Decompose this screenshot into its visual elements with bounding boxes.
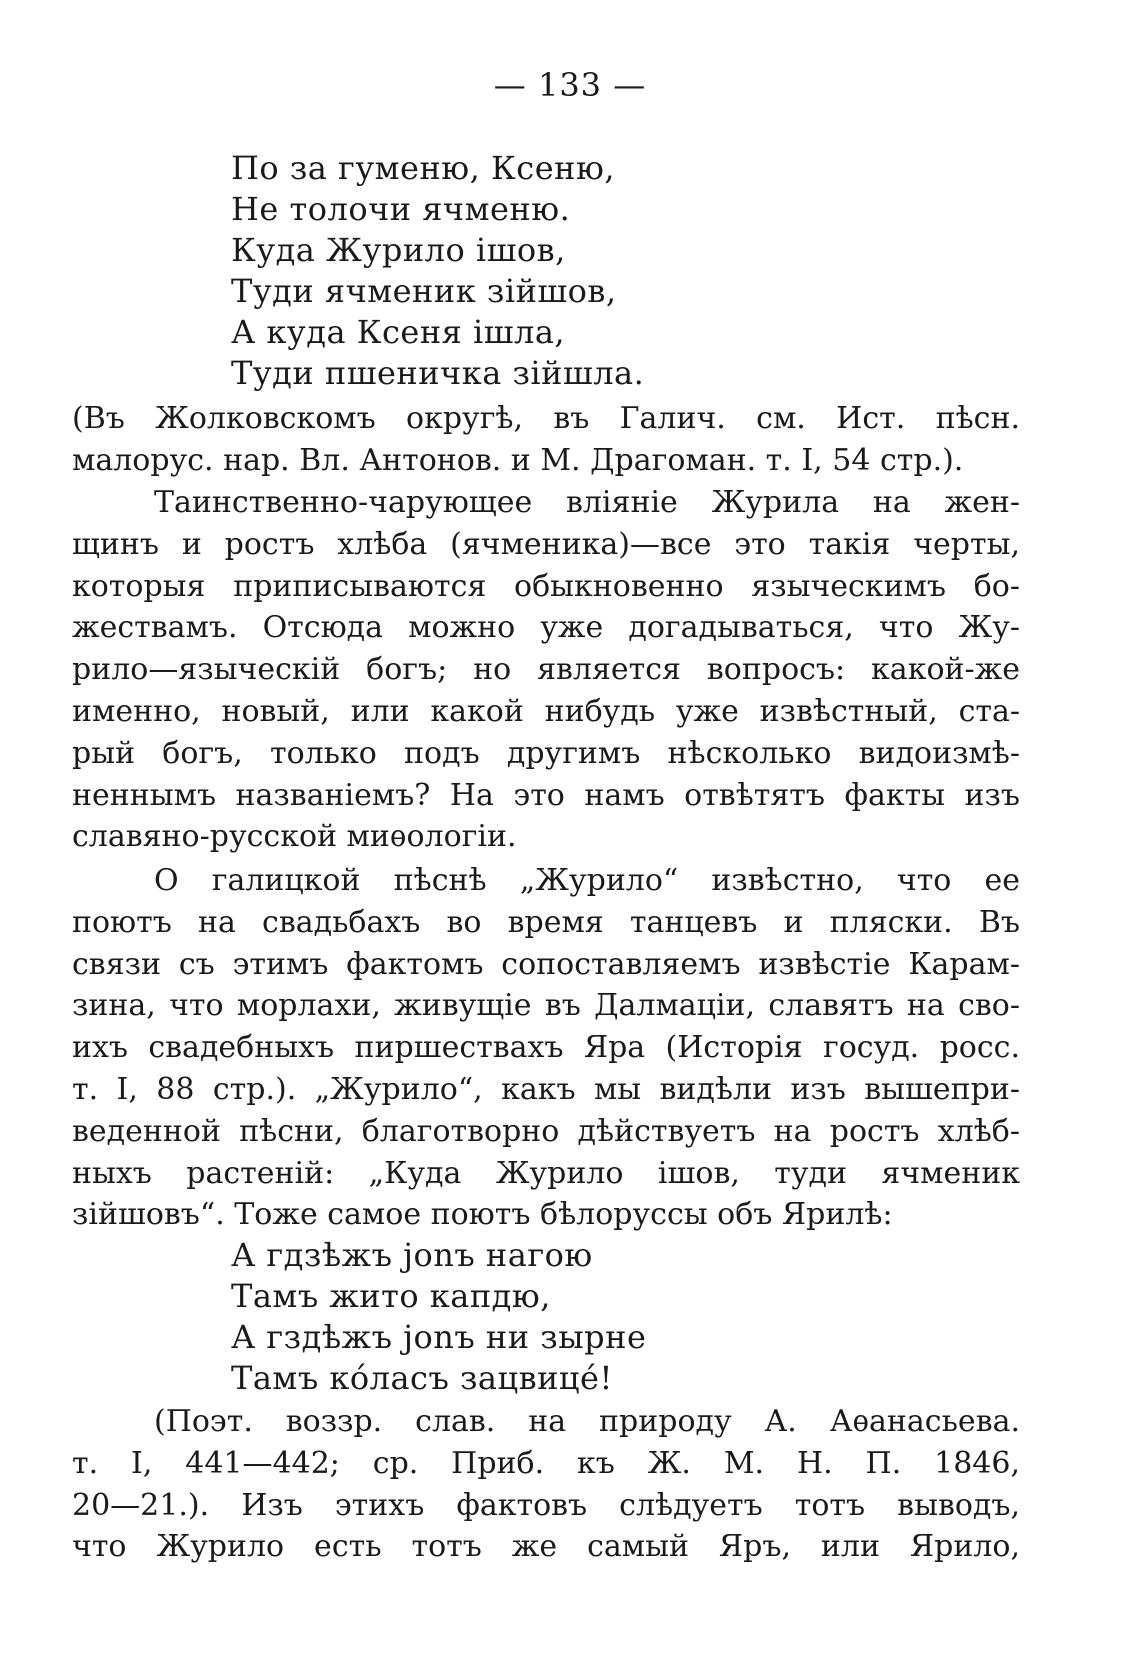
- text-line: связи съ этимъ фактомъ сопоставляемъ извѣстіе Карам-: [72, 946, 1020, 982]
- text-line: веденной пѣсни, благотворно дѣйствуетъ на ростъ хлѣб-: [72, 1113, 1020, 1149]
- text-line: неннымъ названіемъ? На это намъ отвѣтятъ факты изъ: [72, 777, 1020, 813]
- text-line: зійшовъ“. Тоже самое поютъ бѣлоруссы объ Ярилѣ:: [72, 1197, 893, 1233]
- text-line: жествамъ. Отсюда можно уже догадываться, что Жу-: [72, 610, 1020, 646]
- verse-line: Туди пшеничка зійшла.: [231, 354, 645, 392]
- verse-line: А куда Ксеня ішла,: [231, 313, 566, 351]
- text-line: рый богъ, только подъ другимъ нѣсколько видоизмѣ-: [72, 735, 1020, 771]
- text-line: малорус. нар. Вл. Антонов. и М. Драгоман. т. I, 54 стр.).: [72, 442, 964, 478]
- text-line: (Въ Жолковскомъ округѣ, въ Галич. см. Ист. пѣсн.: [72, 401, 1020, 436]
- source-citation-paragraph: [72, 398, 1020, 482]
- text-line: щинъ и ростъ хлѣба (ячменика)—все это такія черты,: [72, 526, 1020, 562]
- text-line: зина, что морлахи, живущіе въ Далмаціи, славятъ на сво-: [72, 988, 1020, 1024]
- text-line: т. I, 88 стр.). „Журило“, какъ мы видѣли изъ вышепри-: [72, 1071, 1020, 1107]
- text-line: которыя приписываются обыкновенно языческимъ бо-: [72, 568, 1020, 604]
- verse-line: Тамъ кóласъ зацвицé!: [231, 1359, 613, 1397]
- body-paragraph-2: [72, 860, 1020, 1236]
- text-line: рило—языческій богъ; но является вопросъ: какой-же: [72, 652, 1020, 688]
- text-line: 20—21.). Изъ этихъ фактовъ слѣдуетъ тотъ выводъ,: [72, 1487, 1020, 1523]
- verse-line: Не толочи ячменю.: [231, 190, 571, 228]
- text-line: поютъ на свадьбахъ во время танцевъ и пляски. Въ: [72, 904, 1020, 940]
- verse-line: А гздѣжъ jonъ ни зырне: [231, 1318, 647, 1356]
- text-line: О галицкой пѣснѣ „Журило“ извѣстно, что ее: [154, 863, 1020, 898]
- belarusian-song-verse: [231, 1235, 646, 1399]
- verse-line: По за гуменю, Ксеню,: [231, 149, 615, 187]
- body-paragraph-1: [72, 482, 1020, 858]
- text-line: именно, новый, или какой нибудь уже извѣстный, ста-: [72, 693, 1020, 729]
- text-line: славяно-русской миѳологіи.: [72, 819, 517, 855]
- text-line: ныхъ растеній: „Куда Журило ішов, туди ячменик: [72, 1155, 1020, 1191]
- text-line: (Поэт. воззр. слав. на природу А. Аѳанасьева.: [154, 1404, 1020, 1439]
- text-line: т. I, 441—442; ср. Приб. къ Ж. М. Н. П. 1846,: [72, 1445, 1020, 1481]
- verse-line: Туди ячменик зійшов,: [231, 272, 617, 310]
- text-line: что Журило есть тотъ же самый Яръ, или Ярило,: [72, 1529, 1020, 1565]
- body-paragraph-3: [72, 1401, 1020, 1568]
- page-number: — 133 —: [493, 66, 647, 104]
- verse-line: Тамъ жито капдю,: [231, 1277, 551, 1315]
- verse-line: А гдзѣжъ jonъ нагою: [231, 1236, 593, 1274]
- verse-line: Куда Журило ішов,: [231, 231, 566, 269]
- folk-song-verse: [231, 148, 644, 394]
- text-line: Таинственно-чарующее вліяніе Журила на жен-: [154, 485, 1020, 520]
- text-line: ихъ свадебныхъ пиршествахъ Яра (Исторія госуд. росс.: [72, 1030, 1020, 1066]
